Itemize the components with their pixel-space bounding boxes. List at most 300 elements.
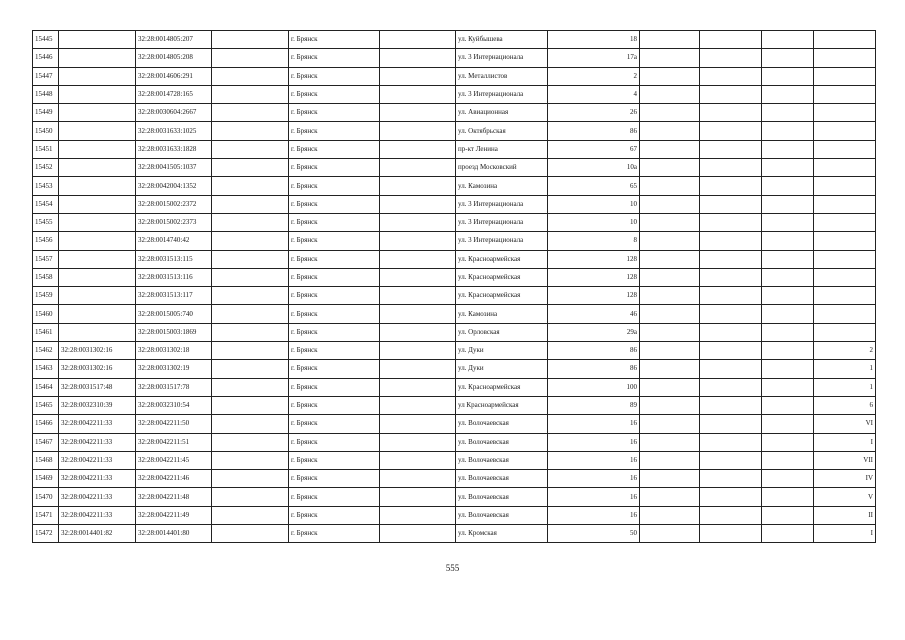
record-number-cell: 15446	[33, 49, 59, 67]
house-number-cell: 10	[548, 213, 640, 231]
parent-cadastral-cell	[59, 140, 136, 158]
house-number-cell: 86	[548, 360, 640, 378]
empty-cell	[762, 488, 814, 506]
record-number-cell: 15470	[33, 488, 59, 506]
parent-cadastral-cell	[59, 104, 136, 122]
street-cell: ул. Дуки	[456, 360, 548, 378]
apartment-cell	[814, 232, 876, 250]
parent-cadastral-cell	[59, 268, 136, 286]
empty-cell	[212, 140, 289, 158]
city-cell: г. Брянск	[289, 122, 380, 140]
empty-cell	[700, 195, 762, 213]
table-row	[33, 250, 876, 268]
empty-cell	[212, 323, 289, 341]
empty-cell	[700, 323, 762, 341]
record-number-cell: 15471	[33, 506, 59, 524]
cadastral-number-cell: 32:28:0014805:207	[136, 31, 212, 49]
empty-cell	[700, 396, 762, 414]
street-cell: ул. Кромская	[456, 525, 548, 543]
empty-cell	[762, 506, 814, 524]
city-cell: г. Брянск	[289, 488, 380, 506]
parent-cadastral-cell: 32:28:0031302:16	[59, 360, 136, 378]
empty-cell	[380, 268, 456, 286]
apartment-cell	[814, 104, 876, 122]
empty-cell	[380, 525, 456, 543]
empty-cell	[380, 250, 456, 268]
empty-cell	[700, 287, 762, 305]
city-cell: г. Брянск	[289, 49, 380, 67]
street-cell: ул. Волочаевская	[456, 506, 548, 524]
empty-cell	[212, 396, 289, 414]
page-number: 555	[445, 563, 460, 573]
empty-cell	[762, 177, 814, 195]
city-cell: г. Брянск	[289, 396, 380, 414]
empty-cell	[212, 287, 289, 305]
parent-cadastral-cell	[59, 250, 136, 268]
parent-cadastral-cell	[59, 323, 136, 341]
table-row	[33, 85, 876, 103]
empty-cell	[380, 232, 456, 250]
empty-cell	[762, 342, 814, 360]
table-row	[33, 305, 876, 323]
empty-cell	[380, 287, 456, 305]
empty-cell	[212, 49, 289, 67]
empty-cell	[380, 396, 456, 414]
house-number-cell: 50	[548, 525, 640, 543]
apartment-cell: V	[814, 488, 876, 506]
empty-cell	[762, 213, 814, 231]
table-row	[33, 67, 876, 85]
record-number-cell: 15447	[33, 67, 59, 85]
table-row	[33, 177, 876, 195]
parent-cadastral-cell: 32:28:0031302:16	[59, 342, 136, 360]
empty-cell	[700, 305, 762, 323]
empty-cell	[212, 415, 289, 433]
empty-cell	[212, 213, 289, 231]
table-row	[33, 378, 876, 396]
empty-cell	[700, 31, 762, 49]
empty-cell	[212, 159, 289, 177]
empty-cell	[212, 122, 289, 140]
city-cell: г. Брянск	[289, 323, 380, 341]
empty-cell	[380, 342, 456, 360]
cadastral-number-cell: 32:28:0014401:80	[136, 525, 212, 543]
house-number-cell: 16	[548, 433, 640, 451]
table-row	[33, 323, 876, 341]
table-body	[33, 31, 876, 543]
apartment-cell: 1	[814, 378, 876, 396]
city-cell: г. Брянск	[289, 177, 380, 195]
house-number-cell: 86	[548, 342, 640, 360]
city-cell: г. Брянск	[289, 415, 380, 433]
empty-cell	[640, 159, 700, 177]
parent-cadastral-cell	[59, 232, 136, 250]
empty-cell	[640, 104, 700, 122]
empty-cell	[700, 360, 762, 378]
empty-cell	[640, 305, 700, 323]
house-number-cell: 65	[548, 177, 640, 195]
empty-cell	[762, 451, 814, 469]
house-number-cell: 67	[548, 140, 640, 158]
record-number-cell: 15448	[33, 85, 59, 103]
empty-cell	[380, 470, 456, 488]
table-row	[33, 506, 876, 524]
house-number-cell: 16	[548, 506, 640, 524]
cadastral-number-cell: 32:28:0042211:48	[136, 488, 212, 506]
table-row	[33, 213, 876, 231]
street-cell: ул. Металлистов	[456, 67, 548, 85]
empty-cell	[700, 67, 762, 85]
street-cell: ул. Камозина	[456, 305, 548, 323]
cadastral-number-cell: 32:28:0014606:291	[136, 67, 212, 85]
table-row	[33, 433, 876, 451]
house-number-cell: 16	[548, 470, 640, 488]
house-number-cell: 4	[548, 85, 640, 103]
city-cell: г. Брянск	[289, 451, 380, 469]
house-number-cell: 46	[548, 305, 640, 323]
table-row	[33, 159, 876, 177]
parent-cadastral-cell: 32:28:0042211:33	[59, 433, 136, 451]
empty-cell	[212, 378, 289, 396]
empty-cell	[762, 470, 814, 488]
parent-cadastral-cell: 32:28:0032310:39	[59, 396, 136, 414]
apartment-cell	[814, 67, 876, 85]
apartment-cell	[814, 49, 876, 67]
empty-cell	[380, 305, 456, 323]
record-number-cell: 15455	[33, 213, 59, 231]
table-row	[33, 451, 876, 469]
empty-cell	[212, 268, 289, 286]
empty-cell	[212, 360, 289, 378]
empty-cell	[762, 195, 814, 213]
empty-cell	[212, 470, 289, 488]
record-number-cell: 15456	[33, 232, 59, 250]
empty-cell	[380, 140, 456, 158]
empty-cell	[380, 104, 456, 122]
cadastral-number-cell: 32:28:0042211:46	[136, 470, 212, 488]
parent-cadastral-cell	[59, 49, 136, 67]
cadastral-number-cell: 32:28:0041505:1037	[136, 159, 212, 177]
empty-cell	[762, 268, 814, 286]
empty-cell	[700, 232, 762, 250]
cadastral-number-cell: 32:28:0042211:49	[136, 506, 212, 524]
empty-cell	[762, 378, 814, 396]
apartment-cell: 1	[814, 360, 876, 378]
record-number-cell: 15459	[33, 287, 59, 305]
cadastral-number-cell: 32:28:0014805:208	[136, 49, 212, 67]
house-number-cell: 16	[548, 488, 640, 506]
empty-cell	[700, 378, 762, 396]
house-number-cell: 86	[548, 122, 640, 140]
empty-cell	[762, 305, 814, 323]
empty-cell	[640, 232, 700, 250]
table-row	[33, 195, 876, 213]
city-cell: г. Брянск	[289, 104, 380, 122]
cadastral-number-cell: 32:28:0015003:1869	[136, 323, 212, 341]
street-cell: ул. Октябрьская	[456, 122, 548, 140]
city-cell: г. Брянск	[289, 360, 380, 378]
empty-cell	[212, 506, 289, 524]
cadastral-number-cell: 32:28:0030604:2667	[136, 104, 212, 122]
empty-cell	[212, 232, 289, 250]
apartment-cell	[814, 177, 876, 195]
house-number-cell: 10	[548, 195, 640, 213]
cadastral-number-cell: 32:28:0031633:1828	[136, 140, 212, 158]
record-number-cell: 15458	[33, 268, 59, 286]
table-row	[33, 470, 876, 488]
street-cell: пр-кт Ленина	[456, 140, 548, 158]
house-number-cell: 10а	[548, 159, 640, 177]
empty-cell	[640, 67, 700, 85]
apartment-cell: I	[814, 433, 876, 451]
empty-cell	[700, 433, 762, 451]
empty-cell	[762, 85, 814, 103]
record-number-cell: 15466	[33, 415, 59, 433]
cadastral-number-cell: 32:28:0031513:115	[136, 250, 212, 268]
empty-cell	[640, 342, 700, 360]
empty-cell	[640, 177, 700, 195]
street-cell: ул. Волочаевская	[456, 488, 548, 506]
parent-cadastral-cell: 32:28:0042211:33	[59, 488, 136, 506]
empty-cell	[640, 433, 700, 451]
property-register-table	[32, 30, 876, 543]
record-number-cell: 15457	[33, 250, 59, 268]
house-number-cell: 29а	[548, 323, 640, 341]
record-number-cell: 15465	[33, 396, 59, 414]
empty-cell	[380, 122, 456, 140]
table-row	[33, 360, 876, 378]
empty-cell	[640, 378, 700, 396]
street-cell: ул. Красноармейская	[456, 268, 548, 286]
table-row	[33, 140, 876, 158]
city-cell: г. Брянск	[289, 85, 380, 103]
empty-cell	[700, 49, 762, 67]
street-cell: ул. Красноармейская	[456, 287, 548, 305]
empty-cell	[380, 195, 456, 213]
city-cell: г. Брянск	[289, 250, 380, 268]
empty-cell	[762, 360, 814, 378]
empty-cell	[700, 213, 762, 231]
empty-cell	[212, 104, 289, 122]
street-cell: проезд Московский	[456, 159, 548, 177]
empty-cell	[700, 177, 762, 195]
apartment-cell	[814, 85, 876, 103]
street-cell: ул. 3 Интернационала	[456, 213, 548, 231]
empty-cell	[640, 140, 700, 158]
street-cell: ул. 3 Интернационала	[456, 49, 548, 67]
house-number-cell: 16	[548, 415, 640, 433]
empty-cell	[700, 506, 762, 524]
record-number-cell: 15468	[33, 451, 59, 469]
street-cell: ул. Орловская	[456, 323, 548, 341]
empty-cell	[640, 415, 700, 433]
empty-cell	[640, 31, 700, 49]
street-cell: ул. 3 Интернационала	[456, 195, 548, 213]
apartment-cell	[814, 31, 876, 49]
street-cell: ул. Красноармейская	[456, 378, 548, 396]
empty-cell	[762, 287, 814, 305]
empty-cell	[700, 159, 762, 177]
record-number-cell: 15469	[33, 470, 59, 488]
empty-cell	[380, 488, 456, 506]
parent-cadastral-cell	[59, 67, 136, 85]
cadastral-number-cell: 32:28:0014740:42	[136, 232, 212, 250]
empty-cell	[762, 159, 814, 177]
street-cell: ул. Красноармейская	[456, 250, 548, 268]
house-number-cell: 128	[548, 250, 640, 268]
table-row	[33, 268, 876, 286]
cadastral-number-cell: 32:28:0031517:78	[136, 378, 212, 396]
parent-cadastral-cell	[59, 159, 136, 177]
empty-cell	[640, 85, 700, 103]
empty-cell	[212, 433, 289, 451]
empty-cell	[380, 85, 456, 103]
parent-cadastral-cell: 32:28:0042211:33	[59, 415, 136, 433]
parent-cadastral-cell: 32:28:0031517:48	[59, 378, 136, 396]
record-number-cell: 15472	[33, 525, 59, 543]
house-number-cell: 17а	[548, 49, 640, 67]
table-row	[33, 232, 876, 250]
empty-cell	[762, 232, 814, 250]
empty-cell	[762, 323, 814, 341]
parent-cadastral-cell	[59, 287, 136, 305]
street-cell: ул. Авиационная	[456, 104, 548, 122]
record-number-cell: 15460	[33, 305, 59, 323]
empty-cell	[380, 433, 456, 451]
table-row	[33, 49, 876, 67]
record-number-cell: 15453	[33, 177, 59, 195]
record-number-cell: 15467	[33, 433, 59, 451]
table-row	[33, 488, 876, 506]
empty-cell	[212, 85, 289, 103]
table-row	[33, 415, 876, 433]
empty-cell	[212, 250, 289, 268]
empty-cell	[380, 451, 456, 469]
cadastral-number-cell: 32:28:0015002:2373	[136, 213, 212, 231]
empty-cell	[762, 122, 814, 140]
street-cell: ул. 3 Интернационала	[456, 232, 548, 250]
empty-cell	[762, 433, 814, 451]
empty-cell	[212, 31, 289, 49]
city-cell: г. Брянск	[289, 433, 380, 451]
record-number-cell: 15461	[33, 323, 59, 341]
empty-cell	[212, 451, 289, 469]
apartment-cell	[814, 305, 876, 323]
cadastral-number-cell: 32:28:0031302:18	[136, 342, 212, 360]
apartment-cell: VI	[814, 415, 876, 433]
empty-cell	[640, 360, 700, 378]
empty-cell	[212, 195, 289, 213]
cadastral-number-cell: 32:28:0031513:117	[136, 287, 212, 305]
empty-cell	[380, 323, 456, 341]
record-number-cell: 15462	[33, 342, 59, 360]
cadastral-number-cell: 32:28:0031302:19	[136, 360, 212, 378]
empty-cell	[380, 159, 456, 177]
city-cell: г. Брянск	[289, 470, 380, 488]
cadastral-number-cell: 32:28:0042211:45	[136, 451, 212, 469]
empty-cell	[700, 342, 762, 360]
city-cell: г. Брянск	[289, 525, 380, 543]
street-cell: ул. Волочаевская	[456, 470, 548, 488]
empty-cell	[762, 140, 814, 158]
empty-cell	[762, 525, 814, 543]
empty-cell	[762, 250, 814, 268]
apartment-cell: II	[814, 506, 876, 524]
empty-cell	[640, 525, 700, 543]
street-cell: ул. Куйбышева	[456, 31, 548, 49]
table-row	[33, 104, 876, 122]
city-cell: г. Брянск	[289, 305, 380, 323]
table-row	[33, 122, 876, 140]
record-number-cell: 15452	[33, 159, 59, 177]
apartment-cell	[814, 287, 876, 305]
city-cell: г. Брянск	[289, 67, 380, 85]
empty-cell	[700, 122, 762, 140]
cadastral-number-cell: 32:28:0032310:54	[136, 396, 212, 414]
record-number-cell: 15449	[33, 104, 59, 122]
empty-cell	[700, 268, 762, 286]
empty-cell	[640, 122, 700, 140]
empty-cell	[700, 451, 762, 469]
city-cell: г. Брянск	[289, 378, 380, 396]
apartment-cell	[814, 323, 876, 341]
empty-cell	[640, 195, 700, 213]
cadastral-number-cell: 32:28:0015005:740	[136, 305, 212, 323]
street-cell: ул. Волочаевская	[456, 451, 548, 469]
apartment-cell	[814, 195, 876, 213]
empty-cell	[762, 31, 814, 49]
empty-cell	[380, 378, 456, 396]
house-number-cell: 89	[548, 396, 640, 414]
empty-cell	[212, 177, 289, 195]
empty-cell	[700, 488, 762, 506]
empty-cell	[380, 67, 456, 85]
empty-cell	[212, 305, 289, 323]
parent-cadastral-cell	[59, 213, 136, 231]
house-number-cell: 26	[548, 104, 640, 122]
empty-cell	[640, 396, 700, 414]
street-cell: ул. Камозина	[456, 177, 548, 195]
apartment-cell	[814, 250, 876, 268]
city-cell: г. Брянск	[289, 213, 380, 231]
empty-cell	[640, 470, 700, 488]
empty-cell	[640, 323, 700, 341]
table-row	[33, 31, 876, 49]
city-cell: г. Брянск	[289, 342, 380, 360]
empty-cell	[640, 49, 700, 67]
cadastral-number-cell: 32:28:0014728:165	[136, 85, 212, 103]
empty-cell	[640, 268, 700, 286]
city-cell: г. Брянск	[289, 232, 380, 250]
parent-cadastral-cell: 32:28:0014401:82	[59, 525, 136, 543]
city-cell: г. Брянск	[289, 287, 380, 305]
parent-cadastral-cell	[59, 177, 136, 195]
cadastral-number-cell: 32:28:0015002:2372	[136, 195, 212, 213]
empty-cell	[640, 250, 700, 268]
city-cell: г. Брянск	[289, 195, 380, 213]
record-number-cell: 15445	[33, 31, 59, 49]
empty-cell	[700, 525, 762, 543]
empty-cell	[212, 342, 289, 360]
house-number-cell: 18	[548, 31, 640, 49]
empty-cell	[212, 488, 289, 506]
parent-cadastral-cell: 32:28:0042211:33	[59, 451, 136, 469]
apartment-cell	[814, 122, 876, 140]
empty-cell	[762, 396, 814, 414]
apartment-cell	[814, 159, 876, 177]
empty-cell	[212, 525, 289, 543]
table-row	[33, 525, 876, 543]
